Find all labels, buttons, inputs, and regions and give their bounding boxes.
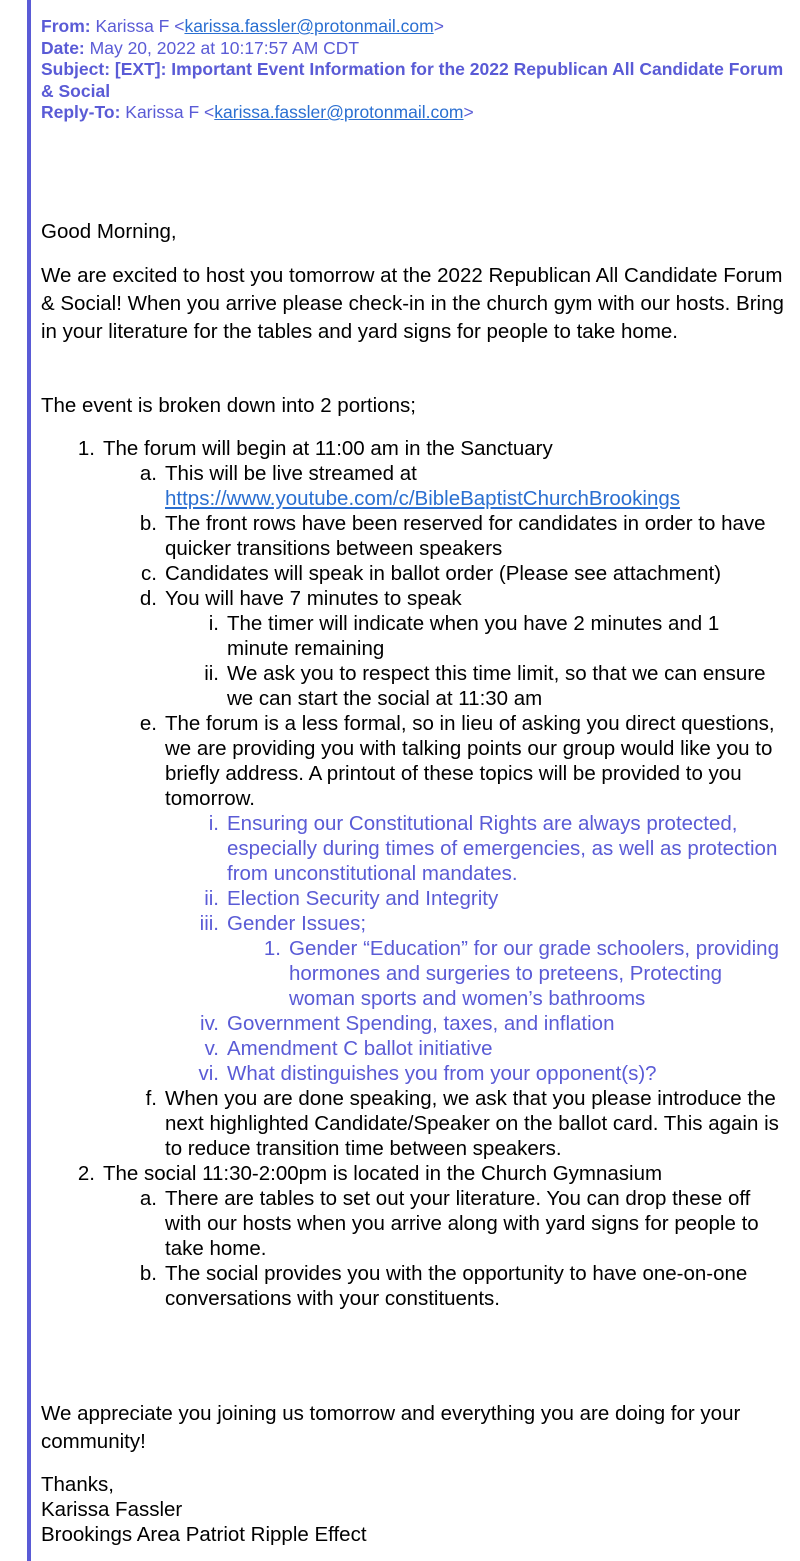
from-label: From: <box>41 16 91 36</box>
list-text: Gender Issues; <box>227 912 367 935</box>
list-marker: iii. <box>199 912 219 935</box>
list-text: Gender “Education” for our grade schoolers, providing hormones and surgeries to preteens, Protecting woman sports and women’s bathrooms <box>289 937 779 1010</box>
subject-value: [EXT]: Important Event Information for the 2022 Republican All Candidate Forum & Social <box>41 59 784 101</box>
reply-to-close: > <box>463 102 474 122</box>
list-item <box>165 611 786 661</box>
list-text: Ensuring our Constitutional Rights are always protected, especially during times of emergencies, as well as protection from unconstitutional mandates. <box>227 812 778 885</box>
reply-to-name: Karissa F < <box>125 102 215 122</box>
list-item <box>165 886 786 911</box>
reply-to-label: Reply-To: <box>41 102 121 122</box>
list-item <box>103 511 786 561</box>
list-marker: 1. <box>77 437 95 460</box>
list-marker: a. <box>139 1187 157 1210</box>
list-text: Amendment C ballot initiative <box>227 1037 493 1060</box>
list-item <box>165 1036 786 1061</box>
list-text: The forum will begin at 11:00 am in the Sanctuary <box>103 437 553 460</box>
list-text: The social provides you with the opportunity to have one-on-one conversations with your constituents. <box>165 1262 748 1310</box>
from-email-link[interactable]: karissa.fassler@protonmail.com <box>184 16 434 36</box>
from-close: > <box>433 16 444 36</box>
signature-name: Karissa Fassler <box>41 1498 183 1521</box>
list-marker: i. <box>208 812 219 835</box>
list-text: Government Spending, taxes, and inflation <box>227 1012 615 1035</box>
greeting: Good Morning, <box>41 220 177 243</box>
intro-paragraph: We are excited to host you tomorrow at the 2022 Republican All Candidate Forum & Social! When you arrive please check-in in the church gym with our hosts. Bring in your literature for the tables and yard signs for people to take home. <box>41 264 784 343</box>
date-value: May 20, 2022 at 10:17:57 AM CDT <box>89 37 360 58</box>
list-text: The front rows have been reserved for candidates in order to have quicker transitions between speakers <box>165 512 766 560</box>
list-marker: b. <box>139 512 157 535</box>
signature-block <box>41 1472 786 1547</box>
list-marker: iv. <box>200 1012 219 1035</box>
signature-org: Brookings Area Patriot Ripple Effect <box>41 1523 367 1546</box>
date-label: Date: <box>41 37 85 58</box>
list-item <box>103 1086 786 1161</box>
list-text: The social 11:30-2:00pm is located in the Church Gymnasium <box>103 1162 663 1185</box>
date-line <box>41 38 786 60</box>
quote-bar <box>27 0 31 1561</box>
list-text: The forum is a less formal, so in lieu of asking you direct questions, we are providing you with talking points our group would like you to briefly address. A printout of these topics will be provided to you tomorrow. <box>165 712 775 810</box>
closing-paragraph: We appreciate you joining us tomorrow and everything you are doing for your community! <box>41 1402 741 1453</box>
list-text: There are tables to set out your literature. You can drop these off with our hosts when you arrive along with yard signs for people to take home. <box>165 1187 759 1260</box>
list-text-with-link <box>165 461 786 511</box>
list-item <box>103 1186 786 1261</box>
list-item <box>103 586 786 611</box>
reply-to-email-link[interactable]: karissa.fassler@protonmail.com <box>214 102 464 122</box>
from-name: Karissa F < <box>95 16 185 36</box>
list-item <box>165 1061 786 1086</box>
list-text: The timer will indicate when you have 2 minutes and 1 minute remaining <box>227 612 720 660</box>
list-text: What distinguishes you from your opponent(s)? <box>227 1062 657 1085</box>
list-item <box>227 936 786 1011</box>
list-text: We ask you to respect this time limit, so that we can ensure we can start the social at 11:30 am <box>227 662 766 710</box>
list-marker: e. <box>139 712 157 735</box>
list-item <box>165 661 786 711</box>
list-marker: c. <box>141 562 157 585</box>
list-text: Candidates will speak in ballot order (Please see attachment) <box>165 562 722 585</box>
list-marker: 1. <box>263 937 281 960</box>
youtube-link[interactable]: https://www.youtube.com/c/BibleBaptistChurchBrookings <box>165 487 681 510</box>
list-item <box>41 436 786 461</box>
reply-to-line <box>41 102 786 124</box>
list-marker: f. <box>145 1087 157 1110</box>
list-marker: b. <box>139 1262 157 1285</box>
list-marker: 2. <box>77 1162 95 1185</box>
list-text: You will have 7 minutes to speak <box>165 587 462 610</box>
list-item <box>165 1011 786 1036</box>
list-marker: vi. <box>198 1062 219 1085</box>
list-marker: a. <box>139 462 157 485</box>
event-intro: The event is broken down into 2 portions; <box>41 394 416 417</box>
list-item <box>103 561 786 586</box>
list-item <box>103 1261 786 1311</box>
list-marker: v. <box>204 1037 219 1060</box>
event-outline <box>41 436 786 1311</box>
list-marker: ii. <box>204 662 219 685</box>
list-item <box>103 711 786 811</box>
list-item <box>165 911 786 936</box>
email-headers <box>41 16 786 124</box>
list-item <box>41 1161 786 1186</box>
from-line <box>41 16 786 38</box>
list-text: Election Security and Integrity <box>227 887 499 910</box>
list-marker: ii. <box>204 887 219 910</box>
thanks-line: Thanks, <box>41 1473 114 1496</box>
list-text: When you are done speaking, we ask that you please introduce the next highlighted Candidate/Speaker on the ballot card. This again is to reduce transition time between speakers. <box>165 1087 779 1160</box>
list-item <box>165 811 786 886</box>
subject-line <box>41 59 786 102</box>
list-marker: d. <box>139 587 157 610</box>
list-item <box>103 461 786 511</box>
list-text: This will be live streamed at <box>165 462 417 485</box>
subject-label: Subject: <box>41 59 111 79</box>
list-marker: i. <box>208 612 219 635</box>
